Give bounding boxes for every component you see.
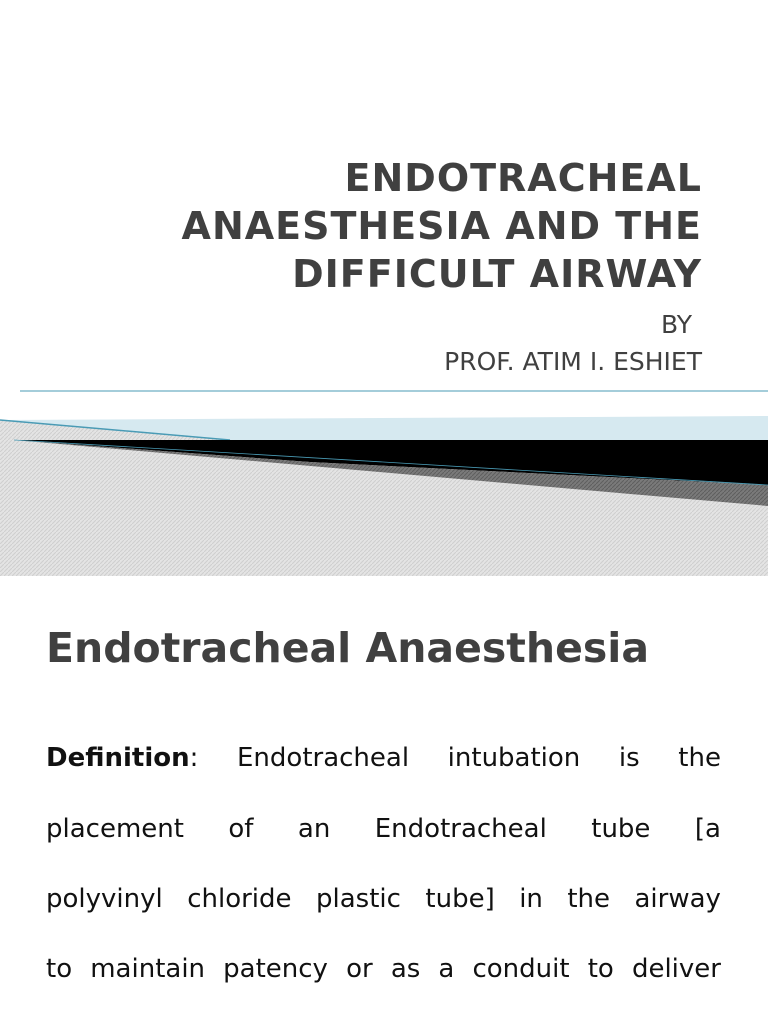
word: Endotracheal — [237, 743, 410, 773]
title-line-1: ENDOTRACHEAL — [344, 156, 702, 200]
word: polyvinyl — [46, 884, 163, 914]
word: is — [618, 743, 640, 773]
by-label: BY — [660, 310, 692, 339]
word: airway — [634, 884, 721, 914]
slide-title: Endotracheal Anaesthesia — [46, 624, 650, 672]
definition-line-4 — [46, 951, 721, 987]
title-line-2: ANAESTHESIA AND THE — [181, 204, 702, 248]
word: or — [346, 954, 373, 984]
word: deliver — [631, 954, 721, 984]
word: to — [587, 954, 614, 984]
word: Endotracheal — [374, 814, 547, 844]
word: [a — [694, 814, 721, 844]
word: patency — [223, 954, 328, 984]
word: a — [438, 954, 455, 984]
word: conduit — [472, 954, 570, 984]
title-line-3: DIFFICULT AIRWAY — [292, 252, 702, 296]
word: tube] — [425, 884, 495, 914]
word: intubation — [447, 743, 581, 773]
definition-line-3 — [46, 881, 721, 917]
word: tube — [591, 814, 651, 844]
word: as — [390, 954, 421, 984]
word: to — [46, 954, 73, 984]
author-name: PROF. ATIM I. ESHIET — [444, 347, 702, 376]
definition-label: Definition — [46, 743, 190, 773]
content-slide — [0, 576, 768, 1024]
definition-line-2 — [46, 811, 721, 847]
definition-colon: : — [189, 743, 199, 773]
word: the — [678, 743, 721, 773]
word: chloride — [187, 884, 292, 914]
word: an — [297, 814, 331, 844]
word: maintain — [90, 954, 206, 984]
decorative-banner — [0, 380, 768, 576]
definition-line-1 — [46, 740, 721, 776]
word: in — [519, 884, 543, 914]
word: placement — [46, 814, 184, 844]
word: plastic — [316, 884, 401, 914]
word: the — [567, 884, 611, 914]
definition-term — [46, 740, 198, 776]
word: of — [228, 814, 254, 844]
